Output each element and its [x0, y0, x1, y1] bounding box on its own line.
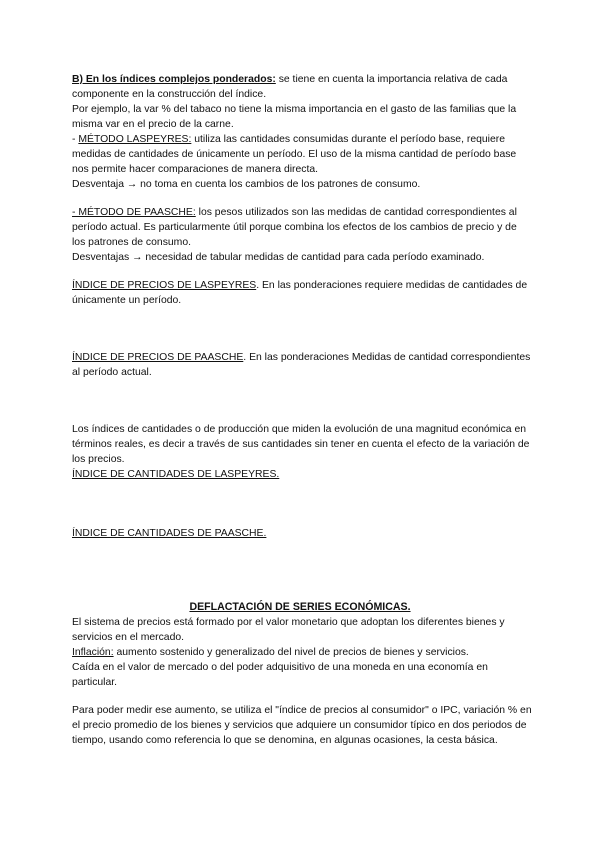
quantity-paasche-block: [72, 526, 532, 541]
inflation-label: Inflación:: [72, 647, 114, 658]
price-laspeyres-label: ÍNDICE DE PRECIOS DE LASPEYRES: [72, 280, 257, 291]
section-b-intro: se tiene en cuenta la importancia relativa de cada componente en la construcción del índice.: [72, 74, 508, 100]
laspeyres-disadvantage: Desventaja → no toma en cuenta los cambios de los patrones de consumo.: [72, 179, 421, 190]
quantity-paasche-label: ÍNDICE DE CANTIDADES DE PAASCHE.: [72, 528, 267, 539]
price-paasche-block: [72, 350, 532, 380]
quantity-laspeyres-label: ÍNDICE DE CANTIDADES DE LASPEYRES.: [72, 469, 280, 480]
laspeyres-method-text: utiliza las cantidades consumidas durante el período base, requiere medidas de cantidades de únicamente un período. El uso de la misma cantidad de período base nos permite hacer comparaciones de manera directa.: [72, 134, 517, 175]
deflation-block: [72, 615, 532, 690]
paasche-disadvantage: Desventajas → necesidad de tabular medidas de cantidad para cada período examinado.: [72, 252, 485, 263]
price-laspeyres-block: [72, 278, 532, 308]
price-laspeyres-text: . En las ponderaciones requiere medidas de cantidades de únicamente un período.: [72, 280, 528, 306]
price-paasche-text: . En las ponderaciones Medidas de cantidad correspondientes al período actual.: [72, 352, 531, 378]
deflation-title: DEFLACTACIÓN DE SERIES ECONÓMICAS.: [189, 601, 411, 613]
deflation-p3: Para poder medir ese aumento, se utiliza el "índice de precios al consumidor" o IPC, variación % en el precio promedio de los bienes y servicios que adquiere un consumidor típico en dos periodos de tiempo, usando como referencia lo que se denomina, en algunas ocasiones, la cesta básica.: [72, 705, 532, 746]
quantity-indices-text: Los índices de cantidades o de producción que miden la evolución de una magnitud económica en términos reales, es decir a través de sus cantidades sin tener en cuenta el efecto de la variación de los precios.: [72, 424, 530, 465]
inflation-text: aumento sostenido y generalizado del nivel de precios de bienes y servicios.: [113, 647, 469, 658]
deflation-p1: El sistema de precios está formado por el valor monetario que adoptan los diferentes bienes y servicios en el mercado.: [72, 617, 505, 643]
section-b-paragraph: [72, 72, 532, 102]
inflation-paragraph: [72, 645, 532, 660]
section-b-example: Por ejemplo, la var % del tabaco no tiene la misma importancia en el gasto de las familias que la misma var en el precio de la carne.: [72, 104, 517, 130]
section-b-block: [72, 72, 532, 192]
quantity-indices-block: [72, 422, 532, 482]
price-laspeyres-paragraph: [72, 278, 532, 308]
paasche-method-text: los pesos utilizados son las medidas de cantidad correspondientes al período actual. Es particularmente útil porque combina los efectos de los cambios de precio y de los patrones de consumo.: [72, 207, 517, 248]
laspeyres-method-label: MÉTODO LASPEYRES:: [78, 134, 192, 145]
laspeyres-method-paragraph: [72, 132, 532, 177]
section-b-heading: B) En los índices complejos ponderados:: [72, 74, 276, 85]
laspeyres-prefix: -: [72, 134, 79, 145]
price-paasche-label: ÍNDICE DE PRECIOS DE PAASCHE: [72, 352, 244, 363]
paasche-method-block: [72, 205, 532, 265]
price-paasche-paragraph: [72, 350, 532, 380]
paasche-method-paragraph: [72, 205, 532, 250]
ipc-block: [72, 703, 532, 748]
paasche-method-label: - MÉTODO DE PAASCHE:: [72, 207, 196, 218]
deflation-p2: Caída en el valor de mercado o del poder adquisitivo de una moneda en una economía en particular.: [72, 662, 488, 688]
